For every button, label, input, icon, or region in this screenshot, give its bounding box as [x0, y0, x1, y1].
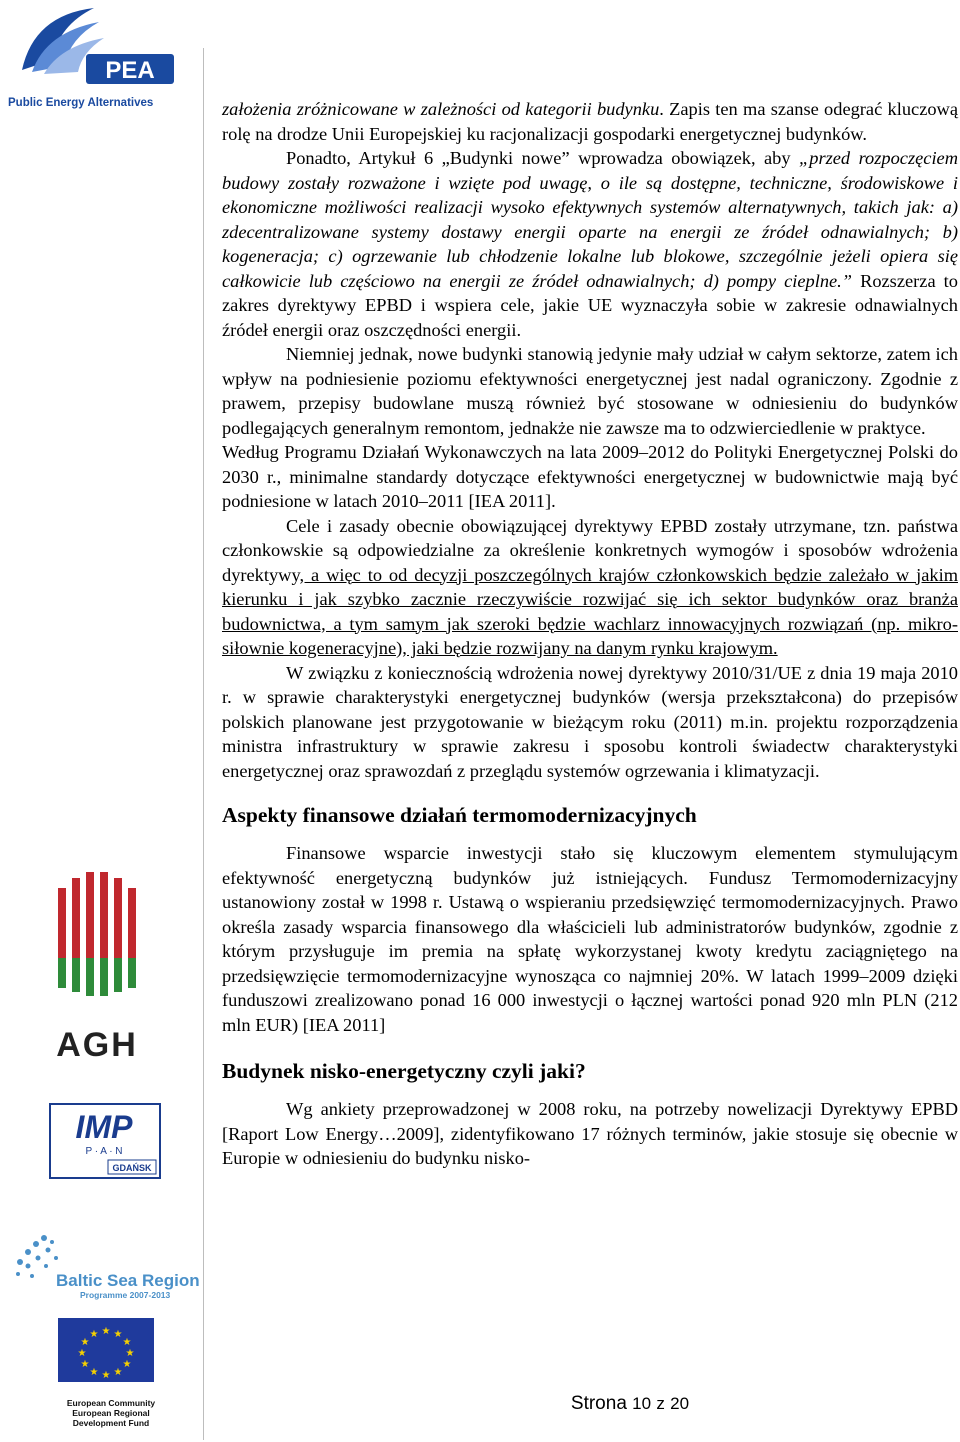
- paragraph-2: [222, 146, 958, 342]
- paragraph-4: Według Programu Działań Wykonawczych na lata 2009–2012 do Polityki Energetycznej Polski do 2030 r., minimalne standardy dotyczące efektywności energetycznej w budownictwie mają być podniesione w latach 2010–2011 [IEA 2011].: [222, 442, 958, 511]
- section-heading-financial: Aspekty finansowe działań termomodernizacyjnych: [222, 803, 697, 827]
- logo-sidebar: [0, 0, 200, 1442]
- svg-text:★: ★: [125, 1348, 135, 1359]
- svg-text:★: ★: [113, 1367, 123, 1378]
- svg-text:★: ★: [101, 1370, 111, 1381]
- paragraph-8: Wg ankiety przeprowadzonej w 2008 roku, na potrzeby nowelizacji Dyrektywy EPBD [Raport Low Energy…2009], zidentyfikowano 17 różnych terminów, jakie stosuje się obecnie w Europie w odniesieniu do budynku nisko-: [222, 1099, 958, 1168]
- svg-text:★: ★: [89, 1367, 99, 1378]
- pea-text: PEA: [105, 57, 155, 84]
- eu-line2: European Regional: [72, 1408, 150, 1418]
- eu-flag-icon: [58, 1318, 158, 1384]
- p2-rest: Rozszerza to zakres dyrektywy EPBD i wspiera cele, jakie UE wyznaczyła sobie w zakresie odnawialnych źródeł energii oraz oszczędności energii.: [222, 270, 958, 340]
- imp-logo: [44, 1098, 174, 1188]
- paragraph-6: W związku z koniecznością wdrożenia nowej dyrektywy 2010/31/UE z dnia 19 maja 2010 r. w sprawie charakterystyki energetycznej budynków (wersja przekształcona) do przepisów polskich planowane jest przygotowanie w bieżącym roku (2011) m.in. projektu rozporządzenia ministra infrastruktury w sprawie zakresu i sposobu kontroli świadectw charakterystyki energetycznej oraz sprawozdań z przeglądu systemów ogrzewania i klimatyzacji.: [222, 662, 958, 781]
- svg-text:★: ★: [80, 1359, 90, 1370]
- document-body: [222, 97, 958, 1171]
- agh-text: AGH: [56, 1026, 138, 1064]
- footer-sep: z: [656, 1394, 665, 1413]
- paragraph-1: [222, 97, 958, 146]
- svg-text:★: ★: [122, 1359, 132, 1370]
- paragraph-7: Finansowe wsparcie inwestycji stało się kluczowym elementem stymulującym efektywność energetyczną budynków już istniejących. Fundusz Termomodernizacyjny ustanowiony został w 1998 r. Ustawą o wspieraniu przedsięwzięć termomodernizacyjnych. Prawo określa zasady wsparcia finansowego dla właścicieli lub administratorów budynków, zgodnie z którym przysługuje im premia na spłatę wykorzystanej kwoty kredytu zaciągniętego na przedsięwzięcie termomodernizacyjne wynosząca co najmniej 20%. W latach 1999–2009 dzięki funduszowi zrealizowano ponad 16 000 inwestycji o łącznej wartości ponad 920 mln PLN (212 mln EUR) [IEA 2011]: [222, 843, 958, 1035]
- baltic-title: Baltic Sea Region: [56, 1271, 200, 1290]
- svg-text:★: ★: [80, 1337, 90, 1348]
- eu-line3: Development Fund: [72, 1418, 150, 1428]
- footer-label: Strona: [570, 1393, 627, 1414]
- p5-underlined: , a więc to od decyzji poszczególnych krajów członkowskich będzie zależało w jakim kierunku i jak szybko zacznie rzeczywiście rozwijać się ich sektor budynków oraz branża budownictwa, a tym samym jak szeroki będzie wachlarz innowacyjnych rozwiązań (np. mikro-siłownie kogeneracyjne), jaki będzie rozwijany na danym rynku krajowym.: [222, 564, 958, 658]
- svg-text:★: ★: [101, 1326, 111, 1337]
- svg-text:★: ★: [122, 1337, 132, 1348]
- p2-start: Ponadto, Artykuł 6 „Budynki nowe” wprowadza obowiązek, aby: [286, 148, 800, 168]
- svg-text:★: ★: [89, 1329, 99, 1340]
- paragraph-5: [222, 514, 958, 661]
- p1-italic: założenia zróżnicowane w zależności od kategorii budynku: [222, 99, 660, 119]
- paragraph-3: Niemniej jednak, nowe budynki stanowią jedynie mały udział w całym sektorze, zatem ich wpływ na podniesienie poziomu efektywności energetycznej jest nadal ograniczony. Zgodnie z prawem, przepisy budowlane muszą również być stosowane w odniesieniu do budynków podlegających generalnym remontom, jednakże nie zawsze ma to odzwierciedlenie w praktyce.: [222, 344, 958, 438]
- pea-logo: [4, 0, 194, 115]
- pea-subtitle: Public Energy Alternatives: [8, 97, 154, 109]
- section-heading-low-energy: Budynek nisko-energetyczny czyli jaki?: [222, 1059, 586, 1083]
- p1-rest: . Zapis ten ma szanse odegrać kluczową rolę na drodze Unii Europejskiej ku racjonalizacji gospodarki energetycznej budynków.: [222, 99, 958, 144]
- imp-pan: P · A · N: [85, 1146, 123, 1157]
- svg-text:★: ★: [77, 1348, 87, 1359]
- footer-total: 20: [670, 1394, 690, 1413]
- page-footer: [0, 1393, 960, 1415]
- footer-page: 10: [632, 1394, 652, 1413]
- eu-line1: European Community: [66, 1398, 156, 1408]
- baltic-subtitle: Programme 2007-2013: [80, 1290, 171, 1300]
- sidebar-divider: [203, 48, 204, 1440]
- p5-start: Cele i zasady obecnie obowiązującej dyrektywy EPBD zostały utrzymane, tzn. państwa członkowskie są odpowiedzialne za określenie konkretnych wymogów i sposobów wdrożenia dyrektywy: [222, 515, 958, 585]
- baltic-logo: [0, 1222, 200, 1302]
- svg-text:★: ★: [113, 1329, 123, 1340]
- imp-text: IMP: [75, 1109, 133, 1145]
- p2-quote: „przed rozpoczęciem budowy zostały rozważone i wzięte pod uwagę, o ile są dostępne, techniczne, środowiskowe i ekonomiczne możliwości realizacji wysoko efektywnych systemów alternatywnych, takich jak: a) zdecentralizowane systemy dostawy energii oparte na energii ze źródeł odnawialnych; b) kogeneracja; c) ogrzewanie lub chłodzenie lokalne lub blokowe, szczególnie jeżeli opiera się całkowicie lub częściowo na energii ze źródeł odnawialnych; d) pompy cieplne.”: [222, 148, 959, 291]
- agh-logo: [48, 868, 168, 1068]
- imp-city: GDAŃSK: [112, 1163, 152, 1173]
